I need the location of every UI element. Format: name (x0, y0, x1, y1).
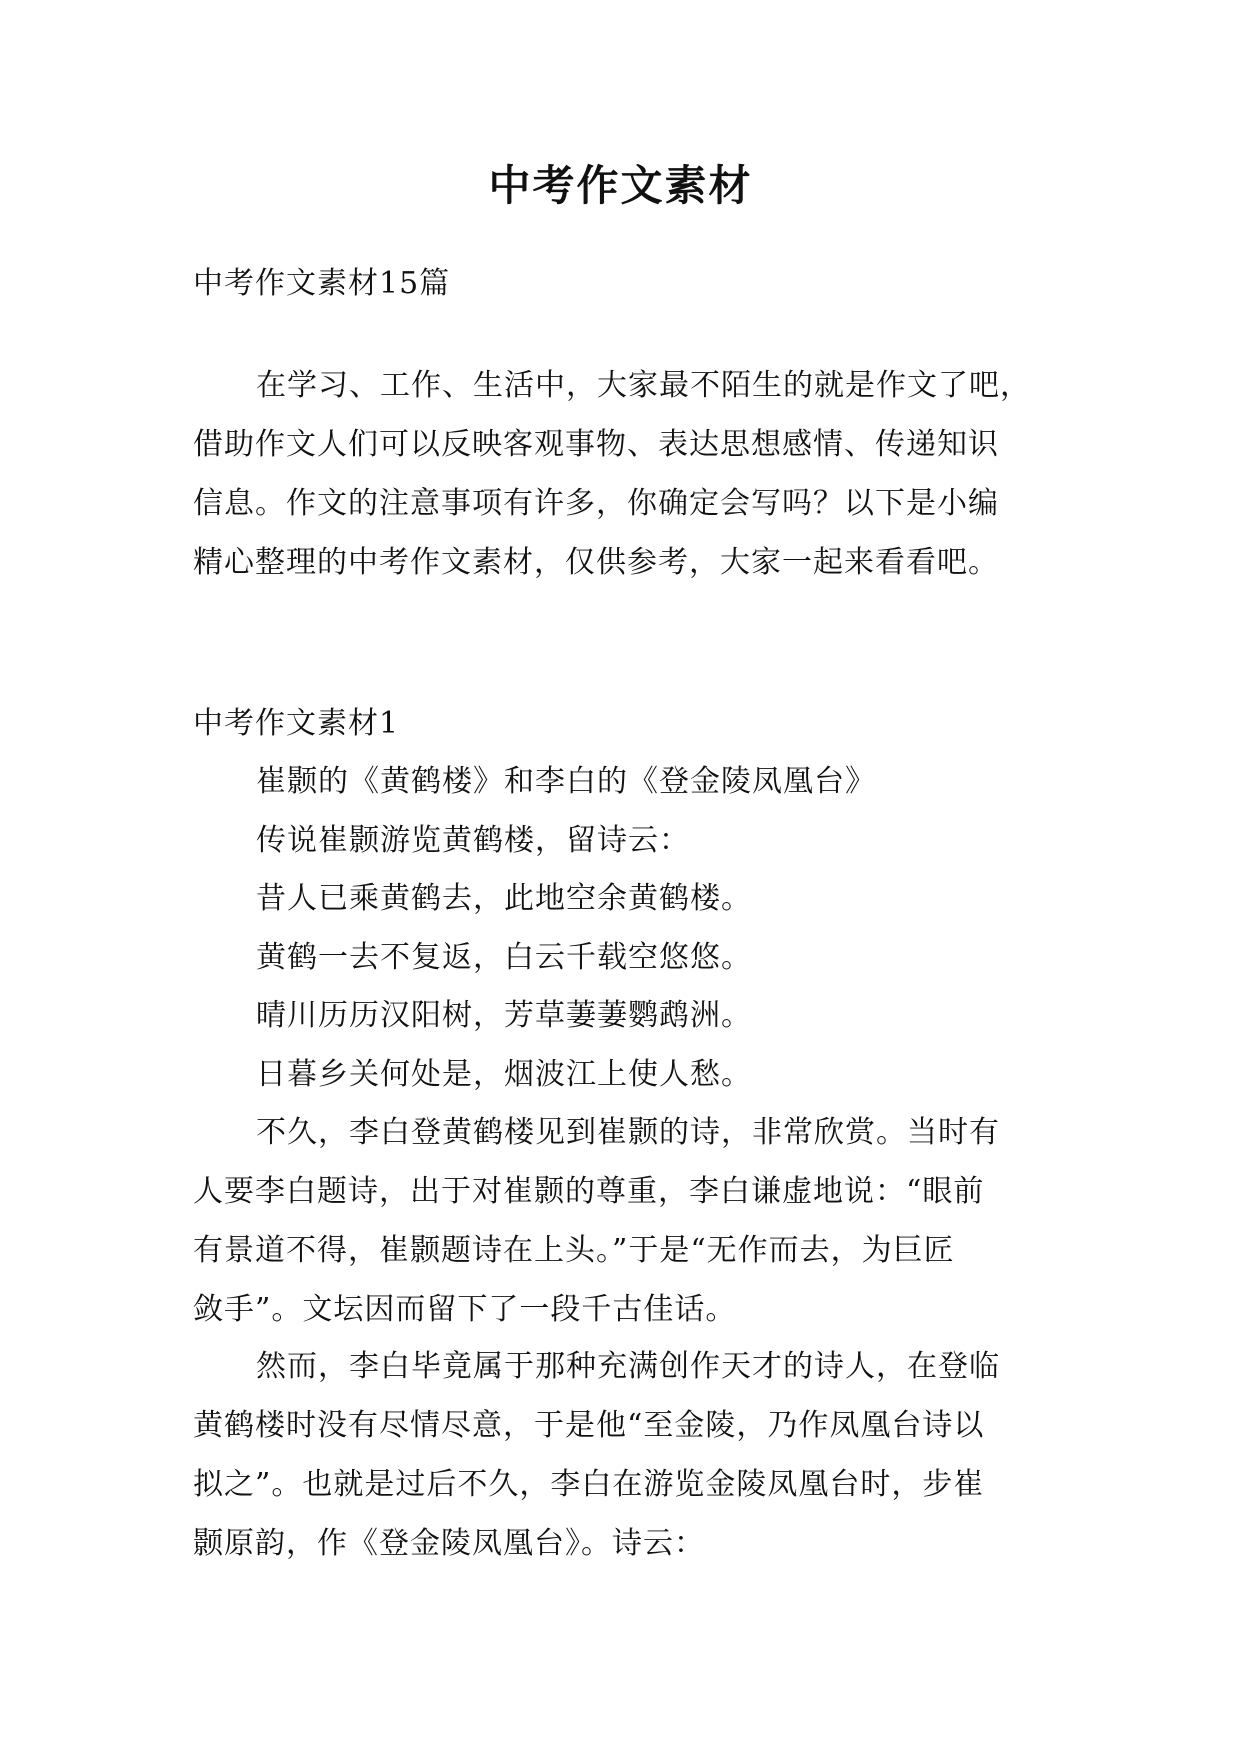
poem-lead: 传说崔颢游览黄鹤楼，留诗云： (256, 823, 690, 858)
intro-line: 在学习、工作、生活中，大家最不陌生的就是作文了吧， (256, 368, 1031, 403)
document-title: 中考作文素材 (488, 161, 753, 210)
paragraph-line: 然而，李白毕竟属于那种充满创作天才的诗人，在登临 (256, 1349, 1000, 1384)
paragraph-line: 敛手”。文坛因而留下了一段千古佳话。 (193, 1292, 737, 1327)
poem-line: 晴川历历汉阳树，芳草萋萋鹦鹉洲。 (256, 998, 752, 1033)
paragraph-line: 黄鹤楼时没有尽情尽意，于是他“至金陵，乃作凤凰台诗以 (193, 1408, 985, 1443)
poem-line: 黄鹤一去不复返，白云千载空悠悠。 (256, 940, 752, 975)
body-paragraph (193, 1337, 1057, 1573)
document-subtitle: 中考作文素材15篇 (193, 266, 451, 301)
body-paragraph (193, 1103, 1057, 1339)
poem-line: 日暮乡关何处是，烟波江上使人愁。 (256, 1057, 752, 1092)
intro-line: 借助作文人们可以反映客观事物、表达思想感情、传递知识 (193, 427, 999, 462)
intro-paragraph (193, 356, 1057, 592)
paragraph-line: 颢原韵，作《登金陵凤凰台》。诗云： (193, 1526, 705, 1561)
paragraph-line: 不久，李白登黄鹤楼见到崔颢的诗，非常欣赏。当时有 (256, 1115, 1000, 1150)
poem-line: 昔人已乘黄鹤去，此地空余黄鹤楼。 (256, 881, 752, 916)
paragraph-line: 拟之”。也就是过后不久，李白在游览金陵凤凰台时，步崔 (193, 1467, 985, 1502)
intro-line: 信息。作文的注意事项有许多，你确定会写吗？以下是小编 (193, 486, 999, 521)
paragraph-line: 有景道不得，崔颢题诗在上头。”于是“无作而去，为巨匠 (193, 1233, 955, 1268)
section-topic: 崔颢的《黄鹤楼》和李白的《登金陵凤凰台》 (256, 764, 876, 799)
intro-line: 精心整理的中考作文素材，仅供参考，大家一起来看看吧。 (193, 545, 999, 580)
paragraph-line: 人要李白题诗，出于对崔颢的尊重，李白谦虚地说：“眼前 (193, 1174, 985, 1209)
section-heading: 中考作文素材1 (193, 706, 400, 741)
